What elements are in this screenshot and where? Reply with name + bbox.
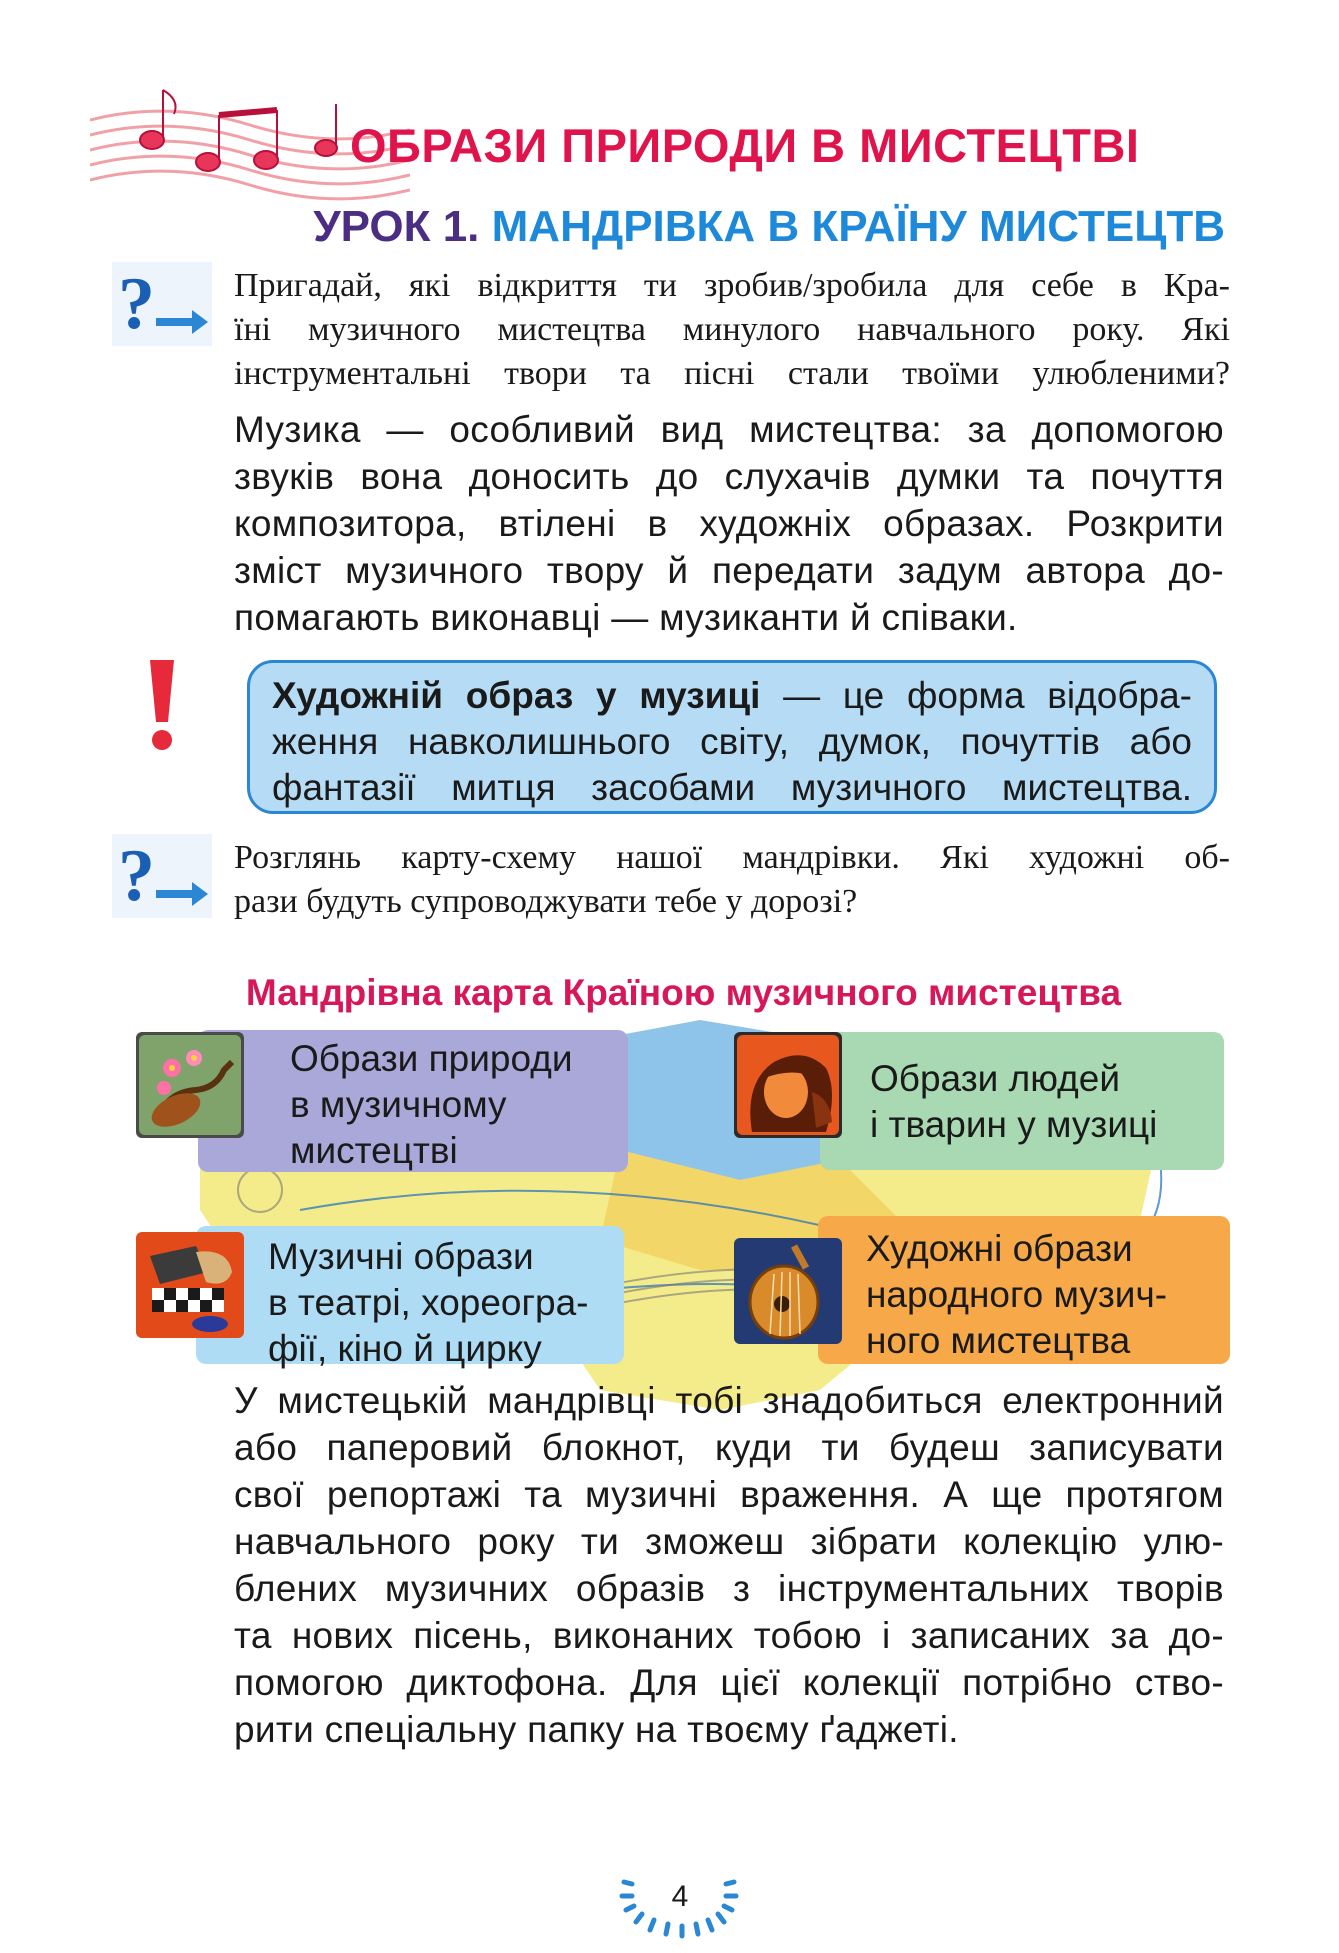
question2-line: Розглянь карту-схему нашої мандрівки. Які художні об-	[234, 839, 1230, 876]
definition-line	[272, 673, 1192, 719]
card-line: і тварин у музиці	[870, 1104, 1158, 1145]
question-arrow-icon	[112, 834, 212, 918]
question-arrow-icon	[112, 262, 212, 346]
card-line: фії, кіно й цирку	[268, 1328, 542, 1369]
intro-line: Музика — особливий вид мистецтва: за допомогою	[234, 409, 1224, 450]
outro-line: рити спеціальну папку на твоєму ґаджеті.	[234, 1709, 959, 1750]
map-card-people-animals	[820, 1032, 1224, 1170]
theatre-masks-icon	[136, 1232, 244, 1338]
card-line: ного мистецтва	[866, 1320, 1131, 1361]
intro-paragraph	[234, 406, 1224, 641]
intro-line: композитора, втілені в художніх образах. Розкрити	[234, 503, 1224, 544]
definition-box	[247, 660, 1217, 814]
card-line: Музичні образи	[268, 1236, 534, 1277]
card-line: мистецтві	[290, 1130, 458, 1171]
exclamation-icon	[140, 656, 184, 752]
page-number: 4	[671, 1880, 689, 1913]
question2-text	[234, 836, 1230, 924]
lesson-number: УРОК 1.	[313, 202, 480, 251]
outro-line: навчального року ти зможеш зібрати колекцію улю-	[234, 1521, 1224, 1562]
intro-line: помагають виконавці — музиканти й співаки.	[234, 597, 1018, 638]
card-line: в театрі, хореогра-	[268, 1282, 589, 1323]
card-line: Образи природи	[290, 1038, 573, 1079]
definition-text: — це форма відобра-	[760, 675, 1192, 716]
card-line: Художні образи	[866, 1228, 1133, 1269]
outro-line: блених музичних образів з інструментальних творів	[234, 1568, 1224, 1609]
question2-line: рази будуть супроводжувати тебе у дорозі?	[234, 883, 858, 920]
intro-line: зміст музичного твору й передати задум автора до-	[234, 550, 1224, 591]
outro-line: свої репортажі та музичні враження. А ще протягом	[234, 1474, 1224, 1515]
svg-text:?: ?	[118, 835, 155, 917]
definition-line: ження навколишнього світу, думок, почуттів або	[272, 721, 1192, 762]
map-title: Мандрівна карта Країною музичного мистецтва	[245, 972, 1122, 1013]
question1-line: інструментальні твори та пісні стали твоїми улюбленими?	[234, 355, 1230, 392]
card-line: Образи людей	[870, 1058, 1120, 1099]
outro-paragraph	[234, 1377, 1224, 1753]
definition-line: фантазії митця засобами музичного мистецтва.	[272, 767, 1192, 808]
map-card-nature	[198, 1030, 628, 1172]
boy-horse-icon	[734, 1032, 842, 1138]
outro-line: та нових пісень, виконаних тобою і записаних за до-	[234, 1615, 1224, 1656]
card-line: в музичному	[290, 1084, 507, 1125]
outro-line: помогою диктофона. Для цієї колекції потрібно ство-	[234, 1662, 1224, 1703]
question1-line: їні музичного мистецтва минулого навчального року. Які	[234, 311, 1230, 348]
lesson-title	[0, 202, 1225, 252]
question1-text	[234, 264, 1230, 396]
map-card-folk	[818, 1216, 1230, 1364]
outro-line: або паперовий блокнот, куди ти будеш записувати	[234, 1427, 1224, 1468]
section-title: ОБРАЗИ ПРИРОДИ В МИСТЕЦТВІ	[350, 119, 1140, 172]
map-card-theatre	[196, 1226, 624, 1369]
question1-line: Пригадай, які відкриття ти зробив/зробила для себе в Кра-	[234, 267, 1230, 304]
outro-line: У мистецькій мандрівці тобі знадобиться електронний	[234, 1380, 1224, 1421]
definition-term: Художній образ у музиці	[272, 675, 761, 716]
bandura-icon	[734, 1238, 842, 1344]
violin-flowers-icon	[136, 1032, 244, 1138]
svg-text:?: ?	[118, 263, 155, 345]
card-line: народного музич-	[866, 1274, 1168, 1315]
intro-line: звуків вона доносить до слухачів думки та почуття	[234, 456, 1224, 497]
lesson-name: МАНДРІВКА В КРАЇНУ МИСТЕЦТВ	[491, 202, 1225, 251]
